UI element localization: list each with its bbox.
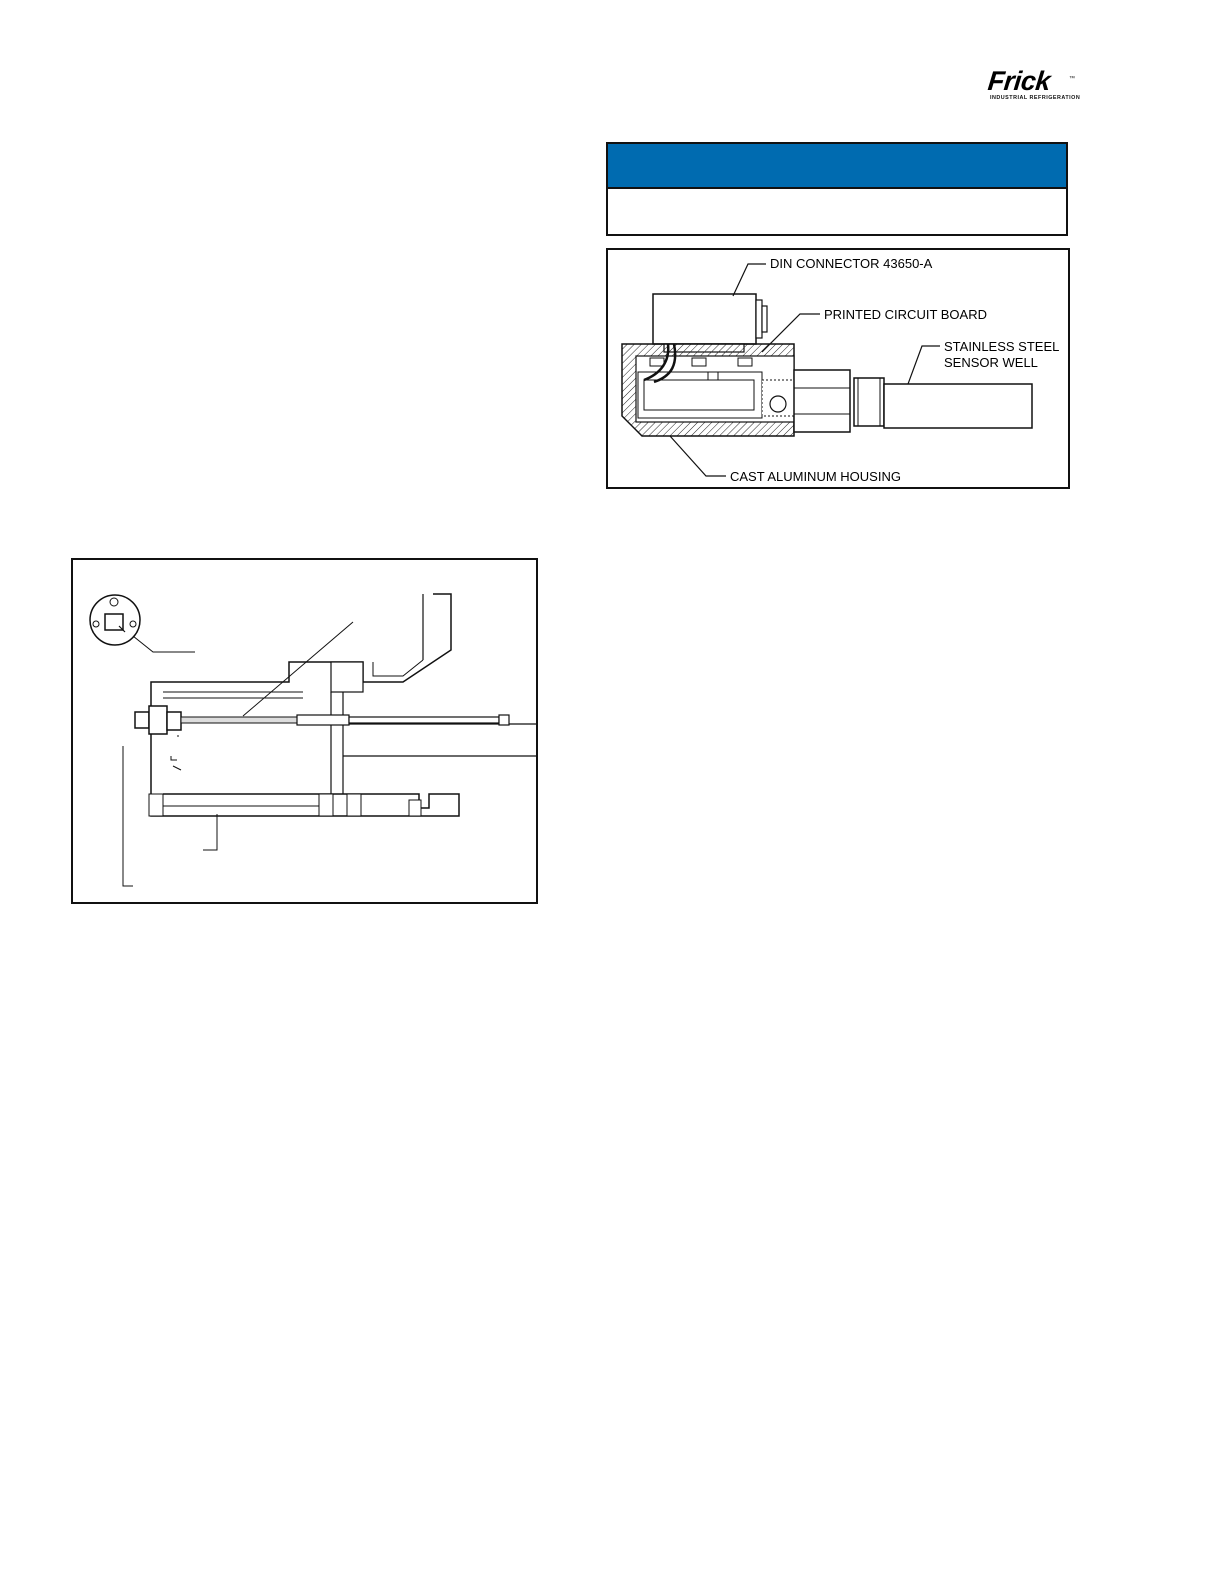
potentiometer-shaft-shape <box>135 706 509 734</box>
label-well-line2: SENSOR WELL <box>944 355 1038 370</box>
label-housing: CAST ALUMINUM HOUSING <box>730 469 901 484</box>
notice-box <box>606 142 1068 236</box>
sensor-drawing <box>608 250 1068 487</box>
slide-valve-figure <box>71 558 538 904</box>
sensor-well-shape <box>794 370 1032 432</box>
logo-tagline: INDUSTRIAL REFRIGERATION <box>990 95 1081 101</box>
compressor-housing-shape <box>149 594 536 816</box>
notice-header-bar <box>608 144 1066 189</box>
slide-valve-drawing <box>73 560 536 902</box>
frick-logo <box>986 66 1081 104</box>
sensor-figure <box>606 248 1070 489</box>
logo-wordmark: Frick <box>986 66 1052 96</box>
detail-view-circle <box>90 595 140 645</box>
label-well-line1: STAINLESS STEEL <box>944 339 1060 354</box>
trademark-symbol: ™ <box>1069 76 1075 82</box>
aluminum-housing-shape <box>622 344 794 436</box>
label-din-connector: DIN CONNECTOR 43650-A <box>770 256 933 271</box>
label-pcb: PRINTED CIRCUIT BOARD <box>824 307 987 322</box>
